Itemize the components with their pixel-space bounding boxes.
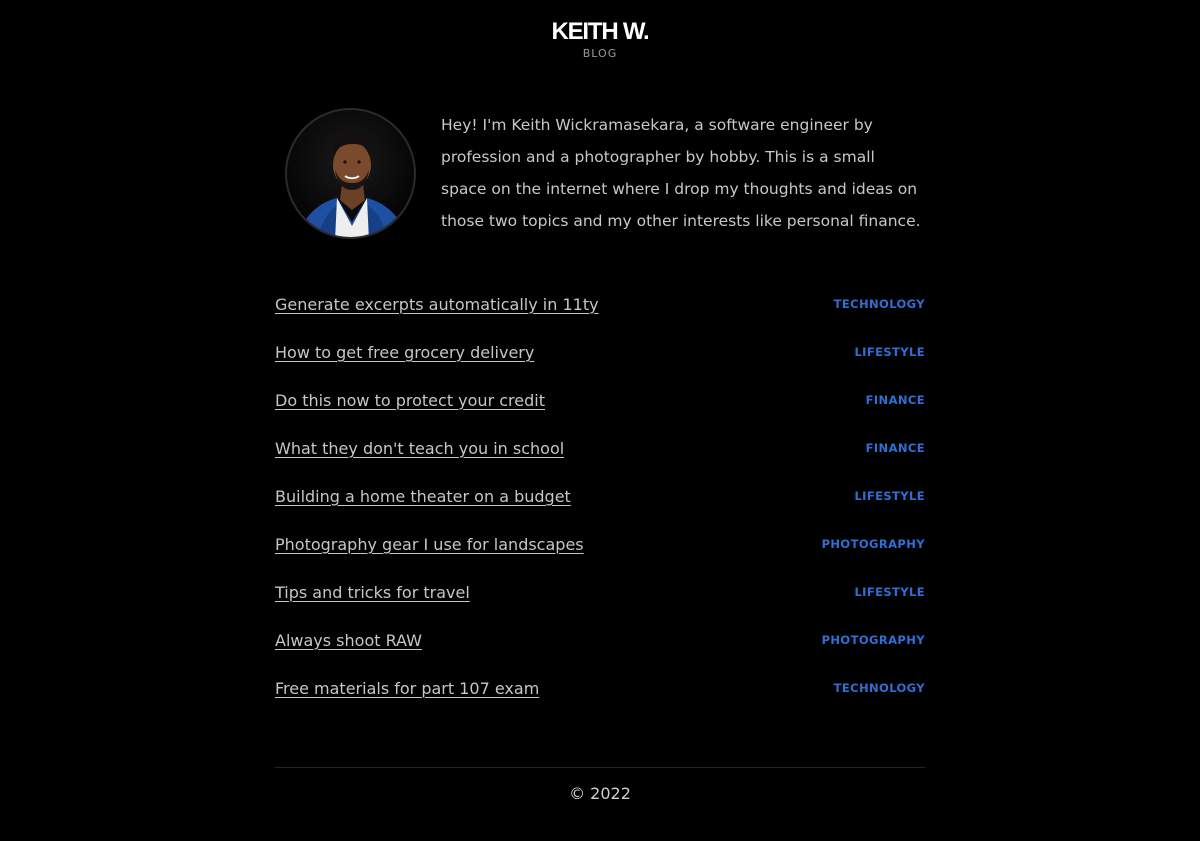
intro-text: Hey! I'm Keith Wickramasekara, a software engineer by profession and a photographer by hobby. This is a small space on the internet where I drop my thoughts and ideas on those two topics and my other interests like personal finance. xyxy=(441,116,921,230)
list-item xyxy=(275,424,925,472)
post-tag-link[interactable]: LIFESTYLE xyxy=(854,345,925,359)
site-footer xyxy=(275,767,925,803)
list-item xyxy=(275,472,925,520)
avatar xyxy=(285,108,416,239)
list-item xyxy=(275,568,925,616)
list-item xyxy=(275,280,925,328)
list-item xyxy=(275,520,925,568)
post-title-link[interactable]: Free materials for part 107 exam xyxy=(275,678,540,698)
post-list xyxy=(275,280,925,712)
post-title-link[interactable]: Generate excerpts automatically in 11ty xyxy=(275,294,599,314)
list-item xyxy=(275,376,925,424)
post-tag-link[interactable]: FINANCE xyxy=(865,441,925,455)
post-title-link[interactable]: What they don't teach you in school xyxy=(275,438,565,458)
post-tag-link[interactable]: LIFESTYLE xyxy=(854,585,925,599)
site-subtitle: BLOG xyxy=(582,47,618,60)
post-title-link[interactable]: Do this now to protect your credit xyxy=(275,390,545,410)
post-title-link[interactable]: How to get free grocery delivery xyxy=(275,342,535,362)
intro-section xyxy=(285,108,925,239)
post-title-link[interactable]: Tips and tricks for travel xyxy=(275,582,470,602)
list-item xyxy=(275,664,925,712)
post-title-link[interactable]: Photography gear I use for landscapes xyxy=(275,534,584,554)
post-tag-link[interactable]: FINANCE xyxy=(865,393,925,407)
site-title-link[interactable]: KEITH W. xyxy=(551,18,649,45)
list-item xyxy=(275,328,925,376)
post-tag-link[interactable]: TECHNOLOGY xyxy=(833,297,925,311)
list-item xyxy=(275,616,925,664)
post-tag-link[interactable]: PHOTOGRAPHY xyxy=(821,537,925,551)
post-tag-link[interactable]: PHOTOGRAPHY xyxy=(821,633,925,647)
post-title-link[interactable]: Always shoot RAW xyxy=(275,630,422,650)
post-tag-link[interactable]: LIFESTYLE xyxy=(854,489,925,503)
post-title-link[interactable]: Building a home theater on a budget xyxy=(275,486,571,506)
avatar-portrait xyxy=(287,110,416,239)
post-tag-link[interactable]: TECHNOLOGY xyxy=(833,681,925,695)
copyright-text: © 2022 xyxy=(569,784,631,803)
site-header xyxy=(0,18,1200,60)
